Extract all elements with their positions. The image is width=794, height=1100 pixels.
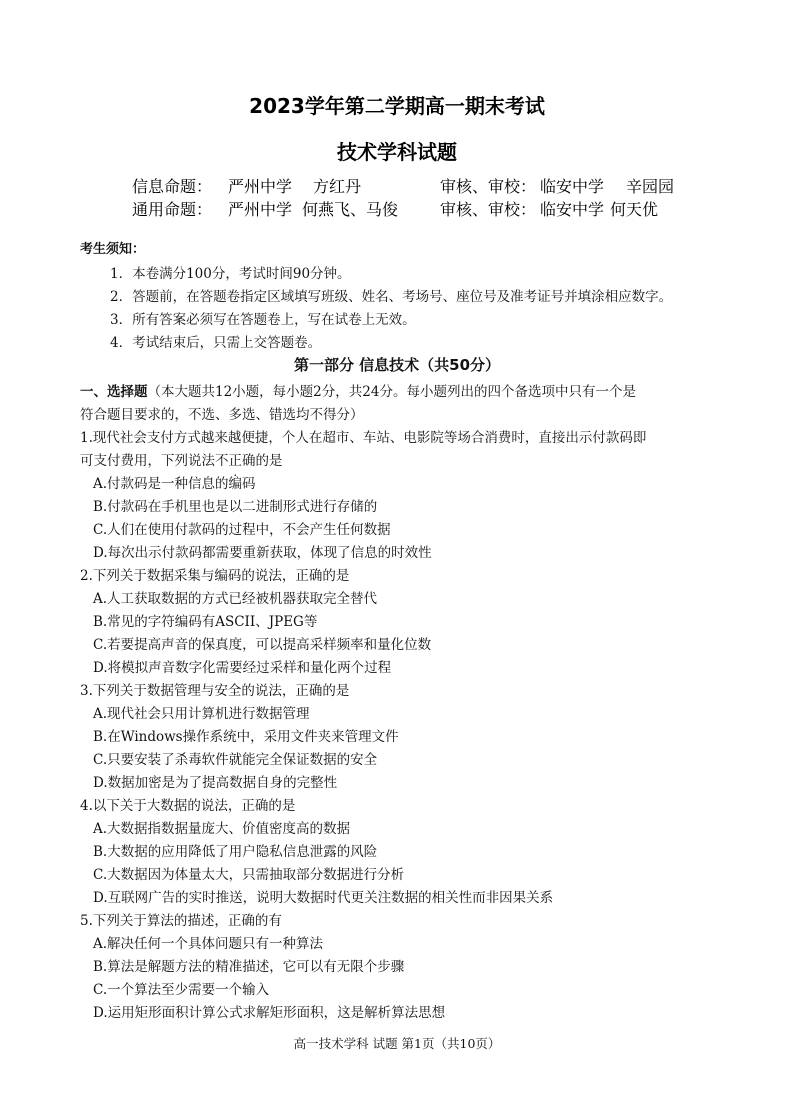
- question-1-stem-line2: [80, 449, 283, 469]
- question-5-option-d: D.运用矩形面积计算公式求解矩形面积，这是解析算法思想: [93, 1005, 446, 1021]
- question-1-option-a: A.付款码是一种信息的编码: [93, 476, 256, 492]
- question-1-option-b: B.付款码在手机里也是以二进制形式进行存储的: [93, 499, 378, 515]
- emphasis-not-correct: 不正确: [215, 453, 256, 469]
- general-reviewer-school: 临安中学: [540, 200, 605, 219]
- question-2-option-b: B.常见的字符编码有ASCII、JPEG等: [93, 614, 318, 630]
- question-3-option-b: B.在Windows操作系统中，采用文件夹来管理文件: [93, 729, 399, 745]
- notice-item: 1．本卷满分100分，考试时间90分钟。: [110, 266, 351, 282]
- instruction-text: （本大题共12小题，每小题2分，共24分。每小题列出的四个备选项中只有一个是: [147, 384, 636, 400]
- info-author-school: 严州中学: [228, 177, 293, 196]
- info-reviewer-name: 辛园园: [626, 177, 675, 196]
- info-reviewer-label: 审核、审校：: [440, 177, 537, 196]
- question-1-option-c: C.人们在使用付款码的过程中，不会产生任何数据: [93, 522, 391, 538]
- question-2-option-a: A.人工获取数据的方式已经被机器获取完全替代: [93, 591, 378, 607]
- instruction-bold: 一、选择题: [80, 384, 148, 400]
- info-reviewer-school: 临安中学: [540, 177, 605, 196]
- general-author-school: 严州中学: [228, 200, 293, 219]
- general-author-names: 何燕飞、马俊: [302, 200, 399, 219]
- question-3-option-c: C.只要安装了杀毒软件就能完全保证数据的安全: [93, 752, 378, 768]
- question-3-stem: 3.下列关于数据管理与安全的说法，正确的是: [80, 683, 350, 699]
- question-3-option-d: D.数据加密是为了提高数据自身的完整性: [93, 775, 338, 791]
- section-instruction: [80, 380, 636, 400]
- page-footer: 高一技术学科 试题 第1页（共10页）: [293, 1036, 501, 1051]
- page-subtitle: 技术学科试题: [337, 140, 457, 164]
- stem-text: 可支付费用，下列说法: [80, 453, 215, 469]
- question-5-option-a: A.解决任何一个具体问题只有一种算法: [93, 936, 324, 952]
- question-1-option-d: D.每次出示付款码都需要重新获取，体现了信息的时效性: [93, 545, 432, 561]
- question-3-option-a: A.现代社会只用计算机进行数据管理: [93, 706, 310, 722]
- section-instruction-line2: 符合题目要求的，不选、多选、错选均不得分）: [80, 407, 364, 423]
- question-5-option-b: B.算法是解题方法的精准描述，它可以有无限个步骤: [93, 959, 405, 975]
- general-reviewer-label: 审核、审校：: [440, 200, 537, 219]
- section-heading: 第一部分 信息技术（共50分）: [293, 356, 501, 374]
- question-2-stem: 2.下列关于数据采集与编码的说法，正确的是: [80, 568, 350, 584]
- question-4-option-c: C.大数据因为体量太大，只需抽取部分数据进行分析: [93, 867, 405, 883]
- question-5-stem: 5.下列关于算法的描述，正确的有: [80, 913, 282, 929]
- question-1-stem: 1.现代社会支付方式越来越便捷，个人在超市、车站、电影院等场合消费时，直接出示付款码即: [80, 430, 647, 446]
- question-4-option-b: B.大数据的应用降低了用户隐私信息泄露的风险: [93, 844, 378, 860]
- info-author-name: 方红丹: [313, 177, 362, 196]
- question-4-option-a: A.大数据指数据量庞大、价值密度高的数据: [93, 821, 351, 837]
- info-author-label: 信息命题：: [132, 177, 213, 196]
- notice-item: 2．答题前，在答题卷指定区域填写班级、姓名、考场号、座位号及准考证号并填涂相应数字。: [110, 289, 673, 305]
- notice-item: 3．所有答案必须写在答题卷上，写在试卷上无效。: [110, 312, 416, 328]
- question-4-option-d: D.互联网广告的实时推送，说明大数据时代更关注数据的相关性而非因果关系: [93, 890, 554, 906]
- notice-heading: 考生须知：: [80, 242, 146, 257]
- notice-item: 4．考试结束后，只需上交答题卷。: [110, 335, 322, 351]
- general-reviewer-name: 何天优: [610, 200, 659, 219]
- stem-text: 的是: [255, 453, 283, 469]
- question-2-option-d: D.将模拟声音数字化需要经过采样和量化两个过程: [93, 660, 392, 676]
- question-5-option-c: C.一个算法至少需要一个输入: [93, 982, 270, 998]
- question-2-option-c: C.若要提高声音的保真度，可以提高采样频率和量化位数: [93, 637, 432, 653]
- general-author-label: 通用命题：: [132, 200, 213, 219]
- question-4-stem: 4.以下关于大数据的说法，正确的是: [80, 798, 296, 814]
- page-title: 2023学年第二学期高一期末考试: [249, 94, 545, 118]
